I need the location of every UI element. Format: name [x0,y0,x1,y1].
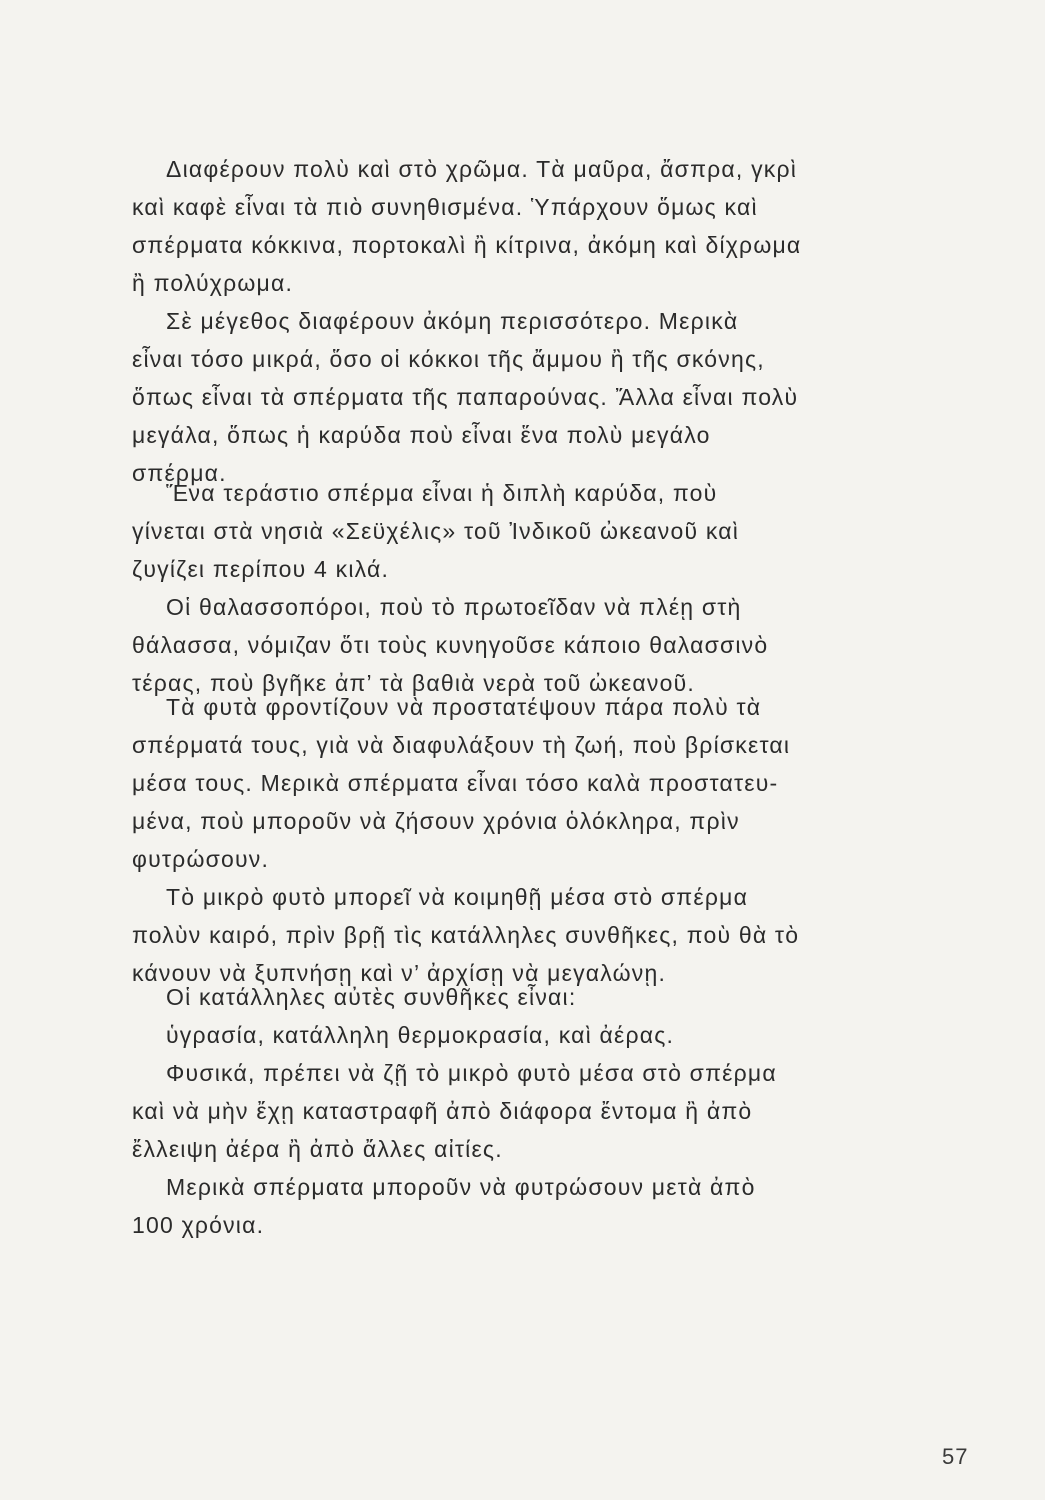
text-line: πολὺν καιρό, πρὶν βρῇ τὶς κατάλληλες συνθῆκες, ποὺ θὰ τὸ [132,922,800,948]
text-line: Ἕνα τεράστιο σπέρμα εἶναι ἡ διπλὴ καρύδα, ποὺ [166,480,718,506]
text-line: Τὰ φυτὰ φροντίζουν νὰ προστατέψουν πάρα πολὺ τὰ [166,694,762,720]
text-line: Τὸ μικρὸ φυτὸ μπορεῖ νὰ κοιμηθῇ μέσα στὸ σπέρμα [166,884,749,910]
text-line: καὶ νὰ μὴν ἔχῃ καταστραφῆ ἀπὸ διάφορα ἔντομα ἢ ἀπὸ [132,1098,753,1124]
text-line: τέρας, ποὺ βγῆκε ἀπ’ τὰ βαθιὰ νερὰ τοῦ ὠκεανοῦ. [132,670,695,696]
paragraph-group-conditions [132,978,972,1244]
text-line: Οἱ θαλασσοπόροι, ποὺ τὸ πρωτοεῖδαν νὰ πλέῃ στὴ [166,594,742,620]
text-line: εἶναι τόσο μικρά, ὅσο οἱ κόκκοι τῆς ἄμμου ἢ τῆς σκόνης, [132,346,765,372]
text-line: μένα, ποὺ μποροῦν νὰ ζήσουν χρόνια ὁλόκληρα, πρὶν [132,808,740,834]
page-number: 57 [942,1444,969,1469]
text-line: μεγάλα, ὅπως ἡ καρύδα ποὺ εἶναι ἕνα πολὺ μεγάλο [132,422,711,448]
text-line: ζυγίζει περίπου 4 κιλά. [132,556,390,582]
text-line: ὑγρασία, κατάλληλη θερμοκρασία, καὶ ἀέρας. [166,1022,675,1048]
text-line: σπέρματά τους, γιὰ νὰ διαφυλάξουν τὴ ζωή, ποὺ βρίσκεται [132,732,791,758]
text-line: ἔλλειψη ἀέρα ἢ ἀπὸ ἄλλες αἰτίες. [132,1136,503,1162]
text-line: ὅπως εἶναι τὰ σπέρματα τῆς παπαρούνας. Ἄλλα εἶναι πολὺ [132,384,799,410]
text-line: μέσα τους. Μερικὰ σπέρματα εἶναι τόσο καλὰ προστατευ- [132,770,779,796]
paragraph-group-double-coconut [132,474,972,702]
text-line: ἢ πολύχρωμα. [132,270,294,296]
text-line: θάλασσα, νόμιζαν ὅτι τοὺς κυνηγοῦσε κάποιο θαλασσινὸ [132,632,769,658]
text-line: φυτρώσουν. [132,846,270,872]
text-line: Μερικὰ σπέρματα μποροῦν νὰ φυτρώσουν μετὰ ἀπὸ [166,1174,756,1200]
text-line: γίνεται στὰ νησιὰ «Σεϋχέλις» τοῦ Ἰνδικοῦ ὠκεανοῦ καὶ [132,518,740,544]
text-line: καὶ καφὲ εἶναι τὰ πιὸ συνηθισμένα. Ὑπάρχουν ὅμως καὶ [132,194,758,220]
text-line: Σὲ μέγεθος διαφέρουν ἀκόμη περισσότερο. Μερικὰ [166,308,739,334]
text-line: Οἱ κατάλληλες αὐτὲς συνθῆκες εἶναι: [166,984,577,1010]
text-line: 100 χρόνια. [132,1212,265,1238]
text-line: Φυσικά, πρέπει νὰ ζῇ τὸ μικρὸ φυτὸ μέσα στὸ σπέρμα [166,1060,777,1086]
paragraph-group-colors-sizes [132,150,972,492]
text-line: σπέρμα. [132,460,227,486]
paragraph-group-seed-protection [132,688,972,992]
text-line: σπέρματα κόκκινα, πορτοκαλὶ ἢ κίτρινα, ἀκόμη καὶ δίχρωμα [132,232,802,258]
text-line: κάνουν νὰ ξυπνήσῃ καὶ ν’ ἀρχίσῃ νὰ μεγαλώνῃ. [132,960,667,986]
text-line: Διαφέρουν πολὺ καὶ στὸ χρῶμα. Τὰ μαῦρα, ἄσπρα, γκρὶ [166,156,798,182]
